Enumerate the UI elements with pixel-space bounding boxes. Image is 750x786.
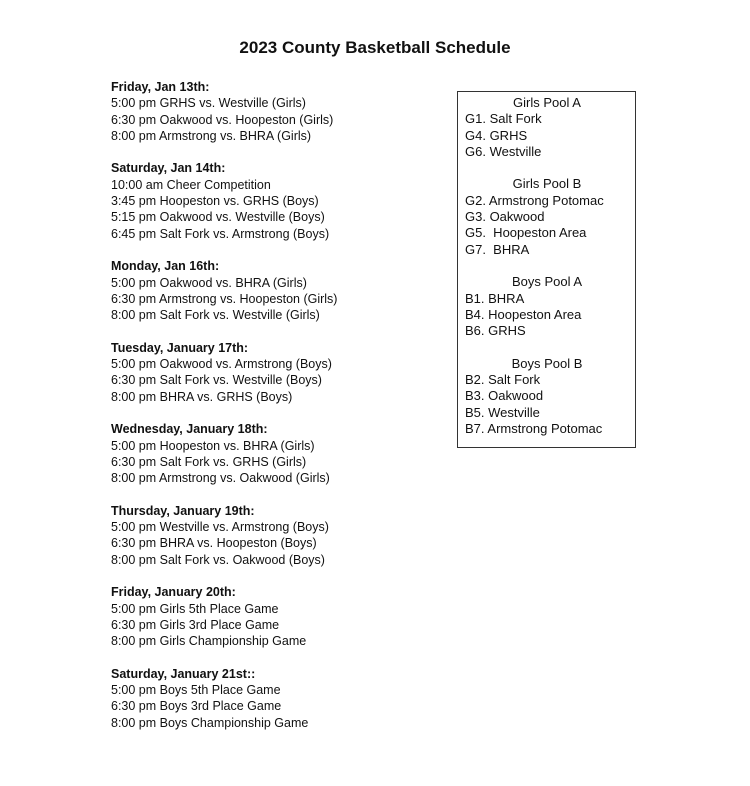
day-heading: Friday, Jan 13th: xyxy=(111,80,210,94)
game-entry: 10:00 am Cheer Competition xyxy=(111,177,271,192)
game-entry: 8:00 pm Salt Fork vs. Oakwood (Boys) xyxy=(111,552,325,567)
day-heading: Tuesday, January 17th: xyxy=(111,340,249,355)
day-heading: Thursday, January 19th: xyxy=(111,503,255,518)
pool-title: Boys Pool A xyxy=(511,274,583,290)
pool-group xyxy=(465,95,635,160)
schedule-day xyxy=(111,79,431,144)
game-entry: 5:00 pm Boys 5th Place Game xyxy=(111,682,281,697)
game-entry: 8:00 pm BHRA vs. GRHS (Boys) xyxy=(111,389,293,404)
pool-team: G6. Westville xyxy=(465,143,542,159)
game-entry: 6:30 pm Boys 3rd Place Game xyxy=(111,699,282,714)
schedule-day xyxy=(111,421,431,486)
game-entry: 5:00 pm Oakwood vs. Armstrong (Boys) xyxy=(111,357,332,372)
schedule-day xyxy=(111,584,431,649)
day-heading: Monday, Jan 16th: xyxy=(111,259,220,274)
pool-title: Boys Pool B xyxy=(511,355,583,371)
schedule-day xyxy=(111,503,431,568)
pool-title: Girls Pool B xyxy=(512,176,582,192)
schedule-day xyxy=(111,258,431,323)
game-entry: 6:30 pm Armstrong vs. Hoopeston (Girls) xyxy=(111,291,338,306)
pool-group xyxy=(465,176,635,257)
game-entry: 6:30 pm Salt Fork vs. Westville (Boys) xyxy=(111,373,322,388)
pool-team: B6. GRHS xyxy=(465,323,526,339)
day-heading: Friday, January 20th: xyxy=(111,585,236,600)
pool-team: G3. Oakwood xyxy=(465,209,545,225)
pool-team: B5. Westville xyxy=(465,404,540,420)
game-entry: 5:00 pm Girls 5th Place Game xyxy=(111,601,279,616)
game-entry: 6:45 pm Salt Fork vs. Armstrong (Boys) xyxy=(111,226,330,241)
pool-team: G7. BHRA xyxy=(465,241,530,257)
day-heading: Wednesday, January 18th: xyxy=(111,422,268,437)
pool-team: G2. Armstrong Potomac xyxy=(465,192,604,208)
game-entry: 8:00 pm Armstrong vs. Oakwood (Girls) xyxy=(111,471,330,486)
page-title: 2023 County Basketball Schedule xyxy=(239,38,511,57)
game-entry: 5:00 pm Hoopeston vs. BHRA (Girls) xyxy=(111,438,315,453)
pool-title: Girls Pool A xyxy=(513,95,581,110)
game-entry: 6:30 pm Girls 3rd Place Game xyxy=(111,617,280,632)
pool-group xyxy=(465,274,635,339)
day-heading: Saturday, Jan 14th: xyxy=(111,161,226,176)
game-entry: 8:00 pm Armstrong vs. BHRA (Girls) xyxy=(111,128,312,143)
game-entry: 8:00 pm Boys Championship Game xyxy=(111,715,309,730)
schedule-list xyxy=(111,79,431,747)
game-entry: 5:00 pm Westville vs. Armstrong (Boys) xyxy=(111,520,329,535)
game-entry: 6:30 pm BHRA vs. Hoopeston (Boys) xyxy=(111,536,317,551)
game-entry: 6:30 pm Salt Fork vs. GRHS (Girls) xyxy=(111,454,307,469)
pool-team: B2. Salt Fork xyxy=(465,372,541,388)
pool-team: G5. Hoopeston Area xyxy=(465,225,587,241)
pool-team: B1. BHRA xyxy=(465,290,525,306)
schedule-day xyxy=(111,666,431,731)
pool-group xyxy=(465,356,635,437)
pool-team: G4. GRHS xyxy=(465,127,528,143)
game-entry: 8:00 pm Salt Fork vs. Westville (Girls) xyxy=(111,308,320,323)
game-entry: 6:30 pm Oakwood vs. Hoopeston (Girls) xyxy=(111,112,334,127)
game-entry: 5:15 pm Oakwood vs. Westville (Boys) xyxy=(111,210,325,225)
game-entry: 3:45 pm Hoopeston vs. GRHS (Boys) xyxy=(111,194,319,209)
schedule-day xyxy=(111,160,431,241)
schedule-day xyxy=(111,340,431,405)
pool-team: B3. Oakwood xyxy=(465,388,544,404)
game-entry: 5:00 pm GRHS vs. Westville (Girls) xyxy=(111,96,306,111)
pool-team: B4. Hoopeston Area xyxy=(465,306,582,322)
pools-box xyxy=(457,91,636,448)
pool-team: B7. Armstrong Potomac xyxy=(465,420,603,436)
day-heading: Saturday, January 21st:: xyxy=(111,666,256,681)
game-entry: 5:00 pm Oakwood vs. BHRA (Girls) xyxy=(111,275,307,290)
game-entry: 8:00 pm Girls Championship Game xyxy=(111,634,307,649)
pool-team: G1. Salt Fork xyxy=(465,111,542,127)
